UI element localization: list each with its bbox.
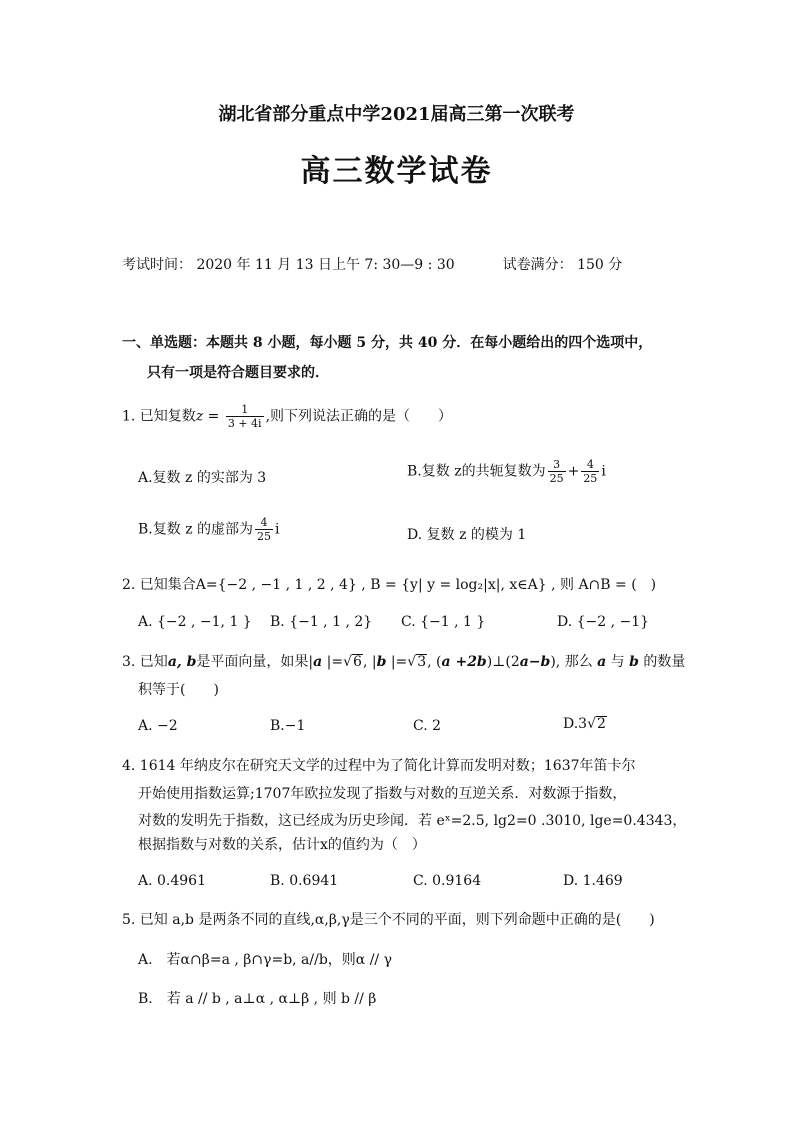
q3-expr2: a−b	[519, 654, 551, 670]
q2-option-a: A. {−2 , −1, 1 }	[138, 614, 252, 630]
q1-optb-n1: 3	[548, 458, 566, 472]
question-3-stem	[122, 651, 685, 671]
q1-optc-i: i	[275, 521, 280, 538]
question-1-stem	[122, 403, 452, 430]
q3-p2: 是平面向量，如果|	[196, 654, 314, 670]
full-score: 试卷满分： 150 分	[502, 257, 623, 273]
q3-p5: |=√	[386, 654, 417, 670]
q4-option-c: C. 0.9164	[413, 873, 482, 889]
q1-optb-plus: +	[567, 463, 580, 480]
question-5-stem: 5. 已知 a,b 是两条不同的直线,α,β,γ是三个不同的平面，则下列命题中正确的是( )	[122, 912, 655, 928]
q3-a1: a	[313, 654, 323, 670]
q1-optb-frac2	[581, 458, 599, 485]
q4-option-d: D. 1.469	[563, 873, 623, 889]
q1-fraction	[226, 403, 264, 430]
q5-option-a: A. 若α∩β=a , β∩γ=b, a//b，则α // γ	[138, 952, 392, 968]
q3-p3: |=√	[322, 654, 353, 670]
q3-r3: 3	[417, 654, 427, 670]
q3-p9: 与	[606, 654, 630, 670]
q1-optc-frac	[255, 516, 273, 543]
question-2-stem: 2. 已知集合A={−2 , −1 , 1 , 2 , 4} , B = {y| y = log₂|x|, x∈A} , 则 A∩B = ( )	[122, 577, 657, 593]
q3-r6: 6	[353, 654, 362, 670]
q3-optd-root: 2	[597, 716, 606, 732]
q3-ab: a, b	[167, 654, 197, 670]
exam-time: 考试时间： 2020 年 11 月 13 日上午 7: 30—9 : 30	[122, 257, 455, 273]
q1-suffix: ,则下列说法正确的是（ ）	[265, 408, 453, 425]
paper-title: 高三数学试卷	[300, 154, 493, 189]
q5-option-b: B. 若 a // b , a⊥α , α⊥β , 则 b // β	[138, 991, 377, 1007]
q1-eq: =	[203, 408, 224, 425]
q3-option-d: D.3√2	[563, 716, 606, 732]
q1-frac-den: 3 + 4i	[227, 417, 262, 430]
q1-optc-n: 4	[255, 516, 273, 530]
q1-optc-d: 25	[257, 530, 272, 543]
section-heading-line2: 只有一项是符合题目要求的．	[147, 365, 329, 381]
q1-option-d: D. 复数 z 的模为 1	[407, 527, 527, 543]
q3-p8: ), 那么	[550, 654, 598, 670]
q1-optb-prefix: B.复数 z的共轭复数为	[407, 463, 546, 480]
q3-b1: b	[376, 654, 387, 670]
q3-p4: , |	[362, 654, 377, 670]
q1-option-c	[138, 516, 280, 543]
q3-option-a: A. −2	[138, 718, 178, 734]
question-4-line3: 对数的发明先于指数，这已经成为历史珍闻．若 eˣ=2.5, lg2=0 .3010, lge=0.4343，	[138, 813, 687, 829]
q1-optb-n2: 4	[581, 458, 599, 472]
q3-optd-prefix: D.3	[563, 716, 588, 732]
question-3-line2: 积等于( )	[138, 682, 219, 698]
question-4-line4: 根据指数与对数的关系，估计x的值约为（ ）	[138, 837, 426, 853]
q2-option-b: B. {−1 , 1 , 2}	[270, 614, 373, 630]
q3-a2: a	[597, 654, 607, 670]
exam-name: 湖北省部分重点中学2021届高三第一次联考	[218, 104, 575, 125]
exam-info	[122, 254, 622, 274]
q3-p1: 3. 已知	[122, 654, 168, 670]
q3-p7: )⊥(2	[486, 654, 520, 670]
question-4-line1: 4. 1614 年纳皮尔在研究天文学的过程中为了简化计算而发明对数；1637年笛卡尔	[122, 758, 636, 774]
q3-p10: 的数量	[638, 654, 686, 670]
q1-optb-d2: 25	[583, 472, 598, 485]
q1-prefix: 1. 已知复数	[122, 408, 196, 425]
q1-optb-frac1	[548, 458, 566, 485]
q3-option-b: B.−1	[270, 718, 306, 734]
q1-option-a: A.复数 z 的实部为 3	[138, 470, 267, 486]
q4-option-a: A. 0.4961	[138, 873, 206, 889]
q4-option-b: B. 0.6941	[270, 873, 339, 889]
question-4-line2: 开始使用指数运算;1707年欧拉发现了指数与对数的互逆关系．对数源于指数，	[138, 786, 627, 802]
q1-optb-d1: 25	[549, 472, 564, 485]
q1-var: z	[195, 408, 204, 425]
q1-optb-i: i	[601, 463, 606, 480]
q2-option-c: C. {−1 , 1 }	[401, 614, 486, 630]
q3-p6: , (	[427, 654, 442, 670]
q3-b2: b	[629, 654, 639, 670]
q3-option-c: C. 2	[413, 718, 442, 734]
q3-expr: a +2b	[441, 654, 487, 670]
q1-optc-prefix: B.复数 z 的虚部为	[138, 521, 254, 538]
q1-option-b	[407, 458, 606, 485]
q1-frac-num: 1	[226, 403, 264, 417]
q2-option-d: D. {−2 , −1}	[557, 614, 650, 630]
section-heading: 一、单选题：本题共 8 小题，每小题 5 分，共 40 分．在每小题给出的四个选项中，	[122, 335, 653, 351]
